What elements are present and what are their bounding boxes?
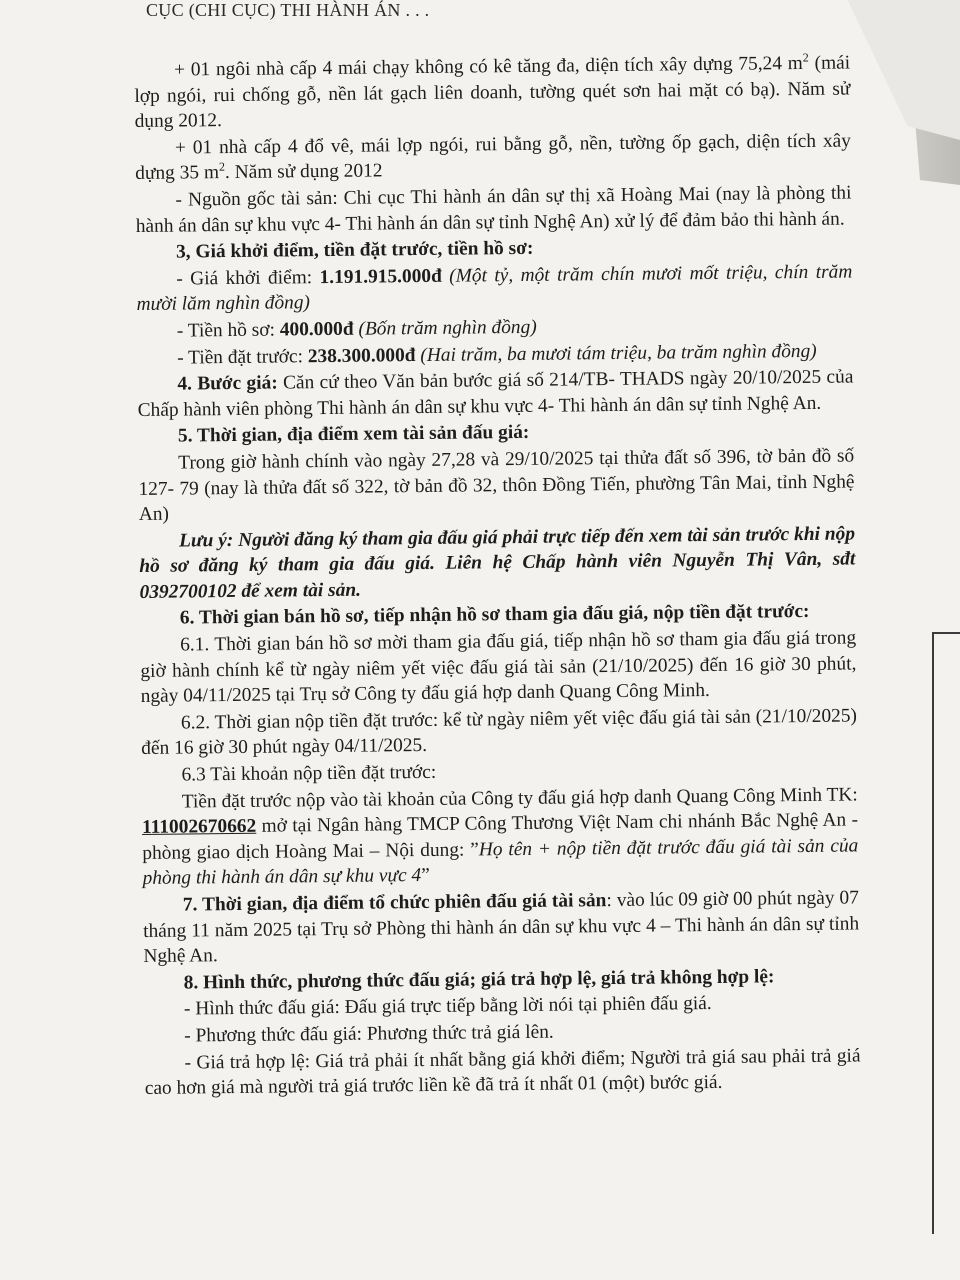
side-bracket-mark xyxy=(932,632,960,1234)
file-fee-value: 400.000đ xyxy=(279,318,354,341)
section5-note: Lưu ý: Người đăng ký tham gia đấu giá phải trực tiếp đến xem tài sản trước khi nộp hồ sơ đăng ký tham gia đấu giá. Liên hệ Chấp hành viên Nguyễn Thị Vân, sđt 0392700102 để xem tài sản. xyxy=(139,523,856,603)
house2-paragraph xyxy=(135,128,851,187)
section8-heading: 8. Hình thức, phương thức đấu giá; giá trả hợp lệ, giá trả không hợp lệ: xyxy=(183,966,775,994)
deposit-value: 238.300.000đ xyxy=(307,344,416,367)
section4-text: Căn cứ theo Văn bản bước giá số 214/TB- THADS ngày 20/10/2025 của Chấp hành viên phòng Thi hành án dân sự khu vực 4- Thi hành án dân sự tỉnh Nghệ An. xyxy=(137,366,854,421)
header-text: CỤC (CHI CỤC) THI HÀNH ÁN . . . xyxy=(146,0,430,20)
section7-text: : vào lúc 09 giờ 00 phút ngày 07 tháng 11 năm 2025 tại Trụ sở Phòng thi hành án dân sự khu vực 4 – Thi hành án dân sự tỉnh Nghệ An. xyxy=(143,887,860,968)
section5-text: Trong giờ hành chính vào ngày 27,28 và 29/10/2025 tại thửa đất số 396, tờ bản đồ số 127- 79 (nay là thửa đất số 322, tờ bản đồ 32, thôn Đồng Tiến, phường Tân Mai, tỉnh Nghệ An) xyxy=(138,445,855,526)
origin-paragraph: - Nguồn gốc tài sản: Chi cục Thi hành án dân sự thị xã Hoàng Mai (nay là phòng thi hành án dân sự khu vực 4- Thi hành án dân sự tỉnh Nghệ An) xử lý để đảm bảo thi hành án. xyxy=(135,182,852,237)
start-price-words: (Một tỷ, một trăm chín mươi mốt triệu, chín trăm mười lăm nghìn đồng) xyxy=(136,261,853,316)
page-header-region xyxy=(0,0,960,40)
transfer-content: Họ tên + nộp tiền đặt trước đấu giá tài sản của phòng thi hành án dân sự khu vực 4 xyxy=(142,835,859,890)
house2-text-a: + 01 nhà cấp 4 đổ vê, mái lợp ngói, rui bằng gỗ, nền, tường ốp gạch, diện tích xây dựng 35 m xyxy=(135,130,852,185)
section4-paragraph xyxy=(137,365,853,424)
section3-heading: 3, Giá khởi điểm, tiền đặt trước, tiền hồ sơ: xyxy=(175,237,534,263)
section7-paragraph xyxy=(143,885,860,969)
start-price-value: 1.191.915.000đ xyxy=(319,265,442,288)
file-fee-words: (Bốn trăm nghìn đồng) xyxy=(353,316,537,340)
deposit-words: (Hai trăm, ba mươi tám triệu, ba trăm nghìn đồng) xyxy=(415,340,817,366)
section6-2-text: 6.2. Thời gian nộp tiền đặt trước: kể từ ngày niêm yết việc đấu giá tài sản (21/10/2025) đến 16 giờ 30 phút ngày 04/11/2025. xyxy=(141,705,858,760)
house1-sup: 2 xyxy=(802,50,809,65)
bank-account-number: 111002670662 xyxy=(141,815,257,839)
section5-heading: 5. Thời gian, địa điểm xem tài sản đấu giá: xyxy=(177,422,530,447)
house1-paragraph xyxy=(134,51,851,135)
house1-text-b: (mái lợp ngói, rui chống gỗ, nền lát gạch liên doanh, tường quét sơn hai mặt có bạ). Năm sử dụng 2012. xyxy=(134,52,851,133)
start-price-label: - Giá khởi điểm: xyxy=(176,266,320,290)
section6-1-text: 6.1. Thời gian bán hồ sơ mời tham gia đấu giá, tiếp nhận hồ sơ tham gia đấu giá trong giờ hành chính kể từ ngày niêm yết việc đấu giá tài sản (21/10/2025) đến 16 giờ 30 phút, ngày 04/11/2025 tại Trụ sở Công ty đấu giá hợp danh Quang Công Minh. xyxy=(140,627,857,708)
house2-sup: 2 xyxy=(218,159,225,175)
section4-heading: 4. Bước giá: xyxy=(177,372,278,395)
section8-form: - Hình thức đấu giá: Đấu giá trực tiếp bằng lời nói tại phiên đấu giá. xyxy=(183,993,712,1020)
start-price-line xyxy=(136,259,852,318)
file-fee-label: - Tiền hồ sơ: xyxy=(176,319,280,342)
section8-valid: - Giá trả hợp lệ: Giá trả phải ít nhất bằng giá khởi điểm; Người trả giá sau phải trả giá cao hơn giá mà người trả giá trước liền kề đã trả ít nhất 01 (một) bước giá. xyxy=(144,1045,861,1100)
section6-3-text xyxy=(142,782,859,892)
house1-text-a: + 01 ngôi nhà cấp 4 mái chạy không có kê tăng đa, diện tích xây dựng 75,24 m xyxy=(174,52,803,81)
document-body xyxy=(134,51,861,1103)
transfer-content-close: ” xyxy=(421,865,430,887)
section6-heading: 6. Thời gian bán hồ sơ, tiếp nhận hồ sơ tham gia đấu giá, nộp tiền đặt trước: xyxy=(179,601,810,630)
section6-3-heading: 6.3 Tài khoản nộp tiền đặt trước: xyxy=(181,761,437,786)
account-text-b: mở tại Ngân hàng TMCP Công Thương Việt Nam chi nhánh Bắc Nghệ An - phòng giao dịch Hoàng Mai – Nội dung: ” xyxy=(142,809,859,864)
deposit-label: - Tiền đặt trước: xyxy=(177,345,308,369)
house2-text-b: . Năm sử dụng 2012 xyxy=(224,160,383,184)
account-text-a: Tiền đặt trước nộp vào tài khoản của Công ty đấu giá hợp danh Quang Công Minh TK: xyxy=(181,784,858,813)
section7-heading: 7. Thời gian, địa điểm tổ chức phiên đấu giá tài sản xyxy=(182,890,607,916)
section8-method: - Phương thức đấu giá: Phương thức trả giá lên. xyxy=(184,1021,554,1047)
